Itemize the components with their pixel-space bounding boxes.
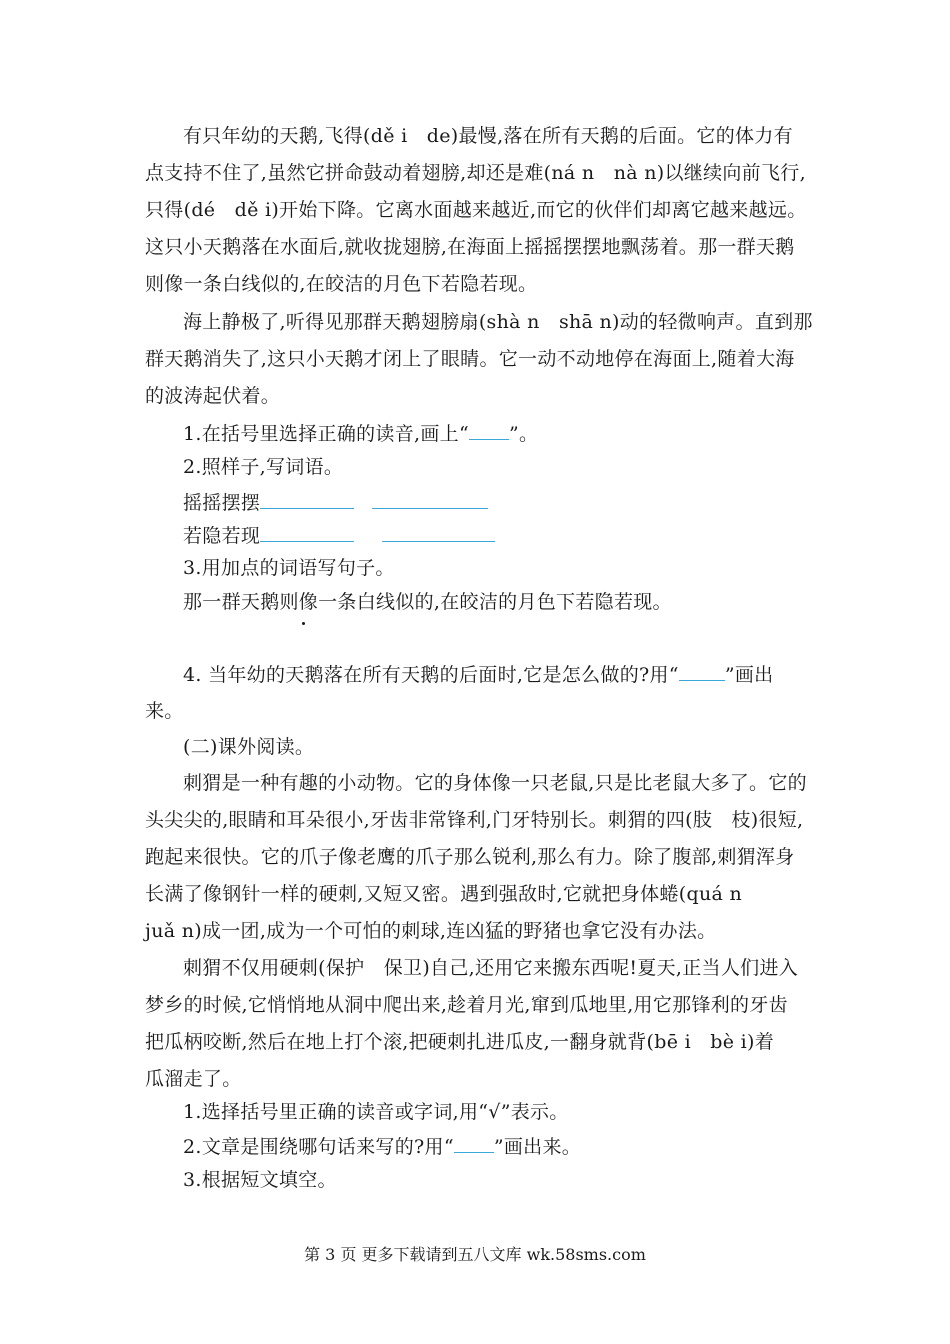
emphasis-dot <box>302 622 305 625</box>
answer-underline[interactable] <box>469 421 509 440</box>
passage1-line: 的波涛起伏着。 <box>145 385 281 407</box>
question-4 <box>183 662 773 687</box>
question-1 <box>183 421 538 446</box>
passage1-line: 则像一条白线似的,在皎洁的月色下若隐若现。 <box>145 273 538 295</box>
passage2-line: 跑起来很快。它的爪子像老鹰的爪子那么锐利,那么有力。除了腹部,刺猬浑身 <box>145 846 795 868</box>
passage1-line: 海上静极了,听得见那群天鹅翅膀扇(shà n shā n)动的轻微响声。直到那 <box>183 311 813 333</box>
section-heading: (二)课外阅读。 <box>183 736 315 758</box>
question-4-text-end: ”画出 <box>724 664 774 686</box>
passage1-line: 只得(dé dě i)开始下降。它离水面越来越近,而它的伙伴们却离它越来越远。 <box>145 199 807 221</box>
passage2-line: 刺猬不仅用硬刺(保护 保卫)自己,还用它来搬东西呢!夏天,正当人们进入 <box>183 957 799 979</box>
passage2-line: 长满了像钢针一样的硬刺,又短又密。遇到强敌时,它就把身体蜷(quá n <box>145 883 742 905</box>
question-2: 2.照样子,写词语。 <box>183 456 344 478</box>
word-example-row <box>183 490 488 515</box>
passage1-line: 这只小天鹅落在水面后,就收拢翅膀,在海面上摇摇摆摆地飘荡着。那一群天鹅 <box>145 236 795 258</box>
passage2-line: 瓜溜走了。 <box>145 1068 242 1090</box>
answer-blank[interactable] <box>372 490 488 509</box>
question-4-continued: 来。 <box>145 700 184 722</box>
question-2-2 <box>183 1134 581 1159</box>
answer-blank[interactable] <box>382 523 495 542</box>
question-1-text: 1.在括号里选择正确的读音,画上“ <box>183 423 469 445</box>
answer-underline[interactable] <box>679 662 725 681</box>
word-example-row <box>183 523 495 548</box>
passage2-line: 把瓜柄咬断,然后在地上打个滚,把硬刺扎进瓜皮,一翻身就背(bē i bè i)着 <box>145 1031 774 1053</box>
question-4-text: 4. 当年幼的天鹅落在所有天鹅的后面时,它是怎么做的?用“ <box>183 664 679 686</box>
passage2-line: juǎ n)成一团,成为一个可怕的刺球,连凶猛的野猪也拿它没有办法。 <box>145 920 717 942</box>
question-3: 3.用加点的词语写句子。 <box>183 557 395 579</box>
passage2-line: 梦乡的时候,它悄悄地从洞中爬出来,趁着月光,窜到瓜地里,用它那锋利的牙齿 <box>145 994 788 1016</box>
question-2-2-text: 2.文章是围绕哪句话来写的?用“ <box>183 1136 454 1158</box>
passage1-line: 点支持不住了,虽然它拼命鼓动着翅膀,却还是难(ná n nà n)以继续向前飞行, <box>145 162 806 184</box>
answer-underline[interactable] <box>454 1134 494 1153</box>
passage2-line: 刺猬是一种有趣的小动物。它的身体像一只老鼠,只是比老鼠大多了。它的 <box>183 772 807 794</box>
question-2-2-text-end: ”画出来。 <box>493 1136 582 1158</box>
question-2-3: 3.根据短文填空。 <box>183 1169 337 1191</box>
example-word: 摇摇摆摆 <box>183 492 261 514</box>
answer-blank[interactable] <box>260 490 354 509</box>
page-footer: 第 3 页 更多下载请到五八文库 wk.58sms.com <box>304 1245 646 1264</box>
passage1-line: 有只年幼的天鹅,飞得(dě i de)最慢,落在所有天鹅的后面。它的体力有 <box>183 125 793 147</box>
answer-space[interactable] <box>183 637 763 638</box>
passage2-line: 头尖尖的,眼睛和耳朵很小,牙齿非常锋利,门牙特别长。刺猬的四(肢 枝)很短, <box>145 809 804 831</box>
example-word: 若隐若现 <box>183 525 261 547</box>
answer-blank[interactable] <box>260 523 354 542</box>
example-sentence: 那一群天鹅则像一条白线似的,在皎洁的月色下若隐若现。 <box>183 591 672 613</box>
question-2-1: 1.选择括号里正确的读音或字词,用“√”表示。 <box>183 1101 569 1123</box>
passage1-line: 群天鹅消失了,这只小天鹅才闭上了眼睛。它一动不动地停在海面上,随着大海 <box>145 348 795 370</box>
question-1-text-end: ”。 <box>508 423 539 445</box>
